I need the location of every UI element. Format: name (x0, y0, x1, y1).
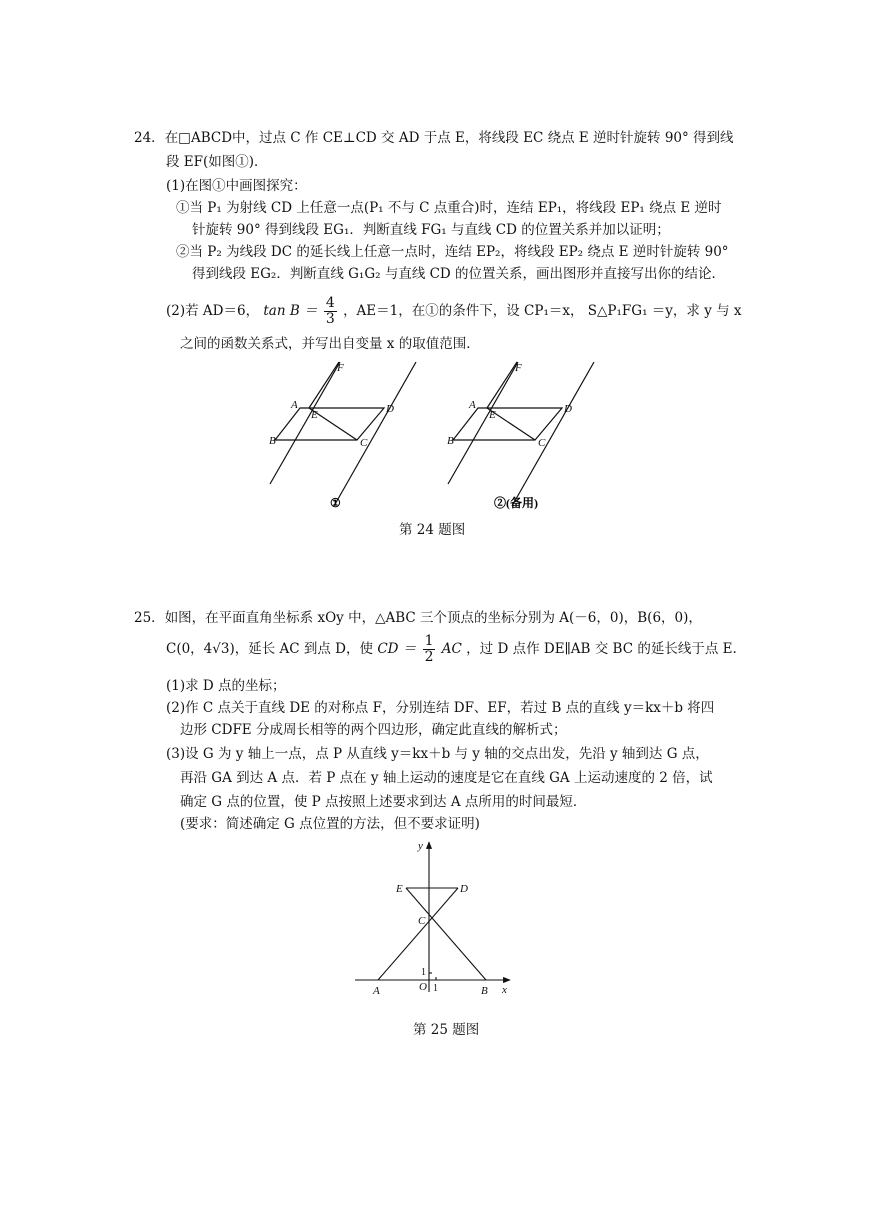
q25-number: 25． (134, 610, 165, 626)
q25-part2-line2: 边形 CDFE 分成周长相等的两个四边形，确定此直线的解析式； (180, 722, 567, 738)
label-c: C (418, 915, 426, 927)
fig1-label-d: D (386, 403, 394, 415)
fig1-caption: ① (330, 496, 341, 510)
fig1-label-c: C (360, 437, 368, 449)
q25-line2: C(0，4√3)，延长 AC 到点 D，使 CD ＝ $\frac{1}{2}$ AC ，过 D 点作 DE∥AB 交 BC 的延长线于点 E. (166, 633, 737, 665)
q25-part2-line1: (2)作 C 点关于直线 DE 的对称点 F，分别连结 DF、EF，若过 B 点的直线 y＝kx＋b 将四 (166, 700, 715, 716)
line-cf (270, 362, 340, 484)
fraction-1-2: $\frac{1}{2}$ (424, 633, 434, 665)
fig1-label-e: E (311, 409, 318, 421)
q24-part1-a-line2: 针旋转 90° 得到线段 EG₁．判断直线 FG₁ 与直线 CD 的位置关系并加以证明； (192, 222, 670, 238)
q24-caption: 第 24 题图 (399, 522, 466, 538)
q24-part2-line1: (2)若 AD＝6， tan B ＝ $\frac{4}{3}$ ，AE＝1，在①的条件下，设 CP₁＝x， S△P₁FG₁ ＝y，求 y 与 x (166, 295, 742, 327)
fig2-label-b: B (447, 435, 454, 447)
q24-number: 24． (134, 130, 165, 146)
fig1-label-f: F (337, 362, 344, 374)
fig2-label-f: F (515, 362, 522, 374)
label-one-x: 1 (433, 983, 438, 994)
label-a: A (373, 985, 380, 996)
fig1-label-a: A (291, 399, 298, 411)
q24-intro-line1: 24．在□ABCD中，过点 C 作 CE⊥CD 交 AD 于点 E，将线段 EC 绕点 E 逆时针旋转 90° 得到线 (134, 130, 734, 146)
area-expression: S△P₁FG₁ ＝y，求 y 与 x (587, 303, 742, 319)
fig2-label-c: C (538, 437, 546, 449)
label-d: D (460, 883, 468, 895)
segment-ef (309, 362, 339, 408)
q24-figure-2 (448, 362, 594, 506)
q25-caption: 第 25 题图 (413, 1022, 480, 1038)
label-e: E (396, 883, 403, 895)
label-x: x (502, 984, 507, 996)
q24-part1-title: (1)在图①中画图探究： (166, 178, 307, 194)
parallelogram-abcd (275, 408, 384, 440)
label-b: B (481, 985, 488, 996)
fig1-label-b: B (269, 435, 276, 447)
fig2-label-d: D (564, 403, 572, 415)
q25-line1: 25．如图，在平面直角坐标系 xOy 中，△ABC 三个顶点的坐标分别为 A(－6，0)，B(6，0)， (134, 610, 702, 626)
q24-part1-b-line2: 得到线段 EG₂．判断直线 G₁G₂ 与直线 CD 的位置关系，画出图形并直接写出你的结论． (192, 266, 726, 282)
q24-figure (258, 356, 608, 518)
q24-part2-line2: 之间的函数关系式，并写出自变量 x 的取值范围． (180, 336, 480, 352)
fig2-caption: ②(备用) (494, 496, 538, 510)
label-o: O (419, 981, 427, 993)
q25-figure (350, 836, 520, 996)
label-y: y (418, 840, 423, 852)
line-cd-ray (334, 362, 416, 506)
q24-figure-1 (270, 362, 416, 506)
fig2-label-a: A (469, 399, 476, 411)
fig2-label-e: E (489, 409, 496, 421)
q25-part3-line1: (3)设 G 为 y 轴上一点，点 P 从直线 y＝kx＋b 与 y 轴的交点出发，先沿 y 轴到达 G 点， (166, 746, 709, 762)
q24-part1-b-line1: ②当 P₂ 为线段 DC 的延长线上任意一点时，连结 EP₂，将线段 EP₂ 绕点 E 逆时针旋转 90° (176, 244, 729, 260)
label-one-y: 1 (421, 967, 426, 978)
q25-part3-line3: 确定 G 点的位置，使 P 点按照上述要求到达 A 点所用的时间最短． (180, 794, 587, 810)
tan-b: tan B ＝ (263, 303, 318, 319)
q25-part3-line2: 再沿 GA 到达 A 点．若 P 点在 y 轴上运动的速度是它在直线 GA 上运动速度的 2 倍，试 (180, 770, 713, 786)
fraction-4-3: $\frac{4}{3}$ (325, 295, 335, 327)
q24-intro-line2: 段 EF(如图①)． (166, 154, 268, 170)
q25-note: (要求：简述确定 G 点位置的方法，但不要求证明) (180, 816, 480, 832)
q25-part1: (1)求 D 点的坐标； (166, 678, 286, 694)
q24-part1-a-line1: ①当 P₁ 为射线 CD 上任意一点(P₁ 不与 C 点重合)时，连结 EP₁，将线段 EP₁ 绕点 E 逆时 (176, 200, 722, 216)
